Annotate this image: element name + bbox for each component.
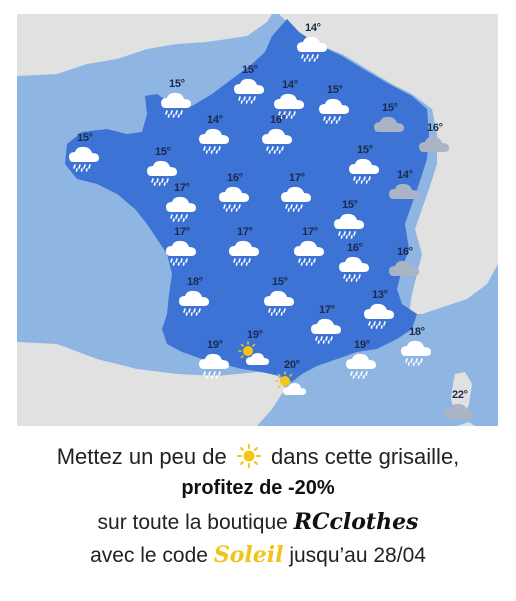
temperature-label: 15°	[357, 144, 373, 156]
caption-line-3	[0, 509, 516, 535]
temperature-label: 15°	[272, 276, 288, 288]
temperature-label: 17°	[289, 172, 305, 184]
temperature-label: 19°	[247, 329, 263, 341]
temperature-label: 15°	[342, 199, 358, 211]
temperature-label: 19°	[207, 339, 223, 351]
temperature-label: 17°	[302, 226, 318, 238]
temperature-label: 15°	[242, 64, 258, 76]
caption-date-text: jusqu’au 28/04	[289, 544, 426, 567]
temperature-label: 16°	[270, 114, 286, 126]
promo-code: Soleil	[213, 542, 284, 568]
caption-text-after: dans cette grisaille,	[270, 444, 460, 469]
temperature-label: 18°	[409, 326, 425, 338]
temperature-label: 17°	[237, 226, 253, 238]
weather-map	[17, 14, 498, 426]
brand-name: RCclothes	[293, 509, 419, 535]
temperature-label: 20°	[284, 359, 300, 371]
caption-text-before: Mettez un peu de	[56, 444, 227, 469]
caption-code-text: avec le code	[90, 544, 208, 567]
temperature-label: 17°	[319, 304, 335, 316]
temperature-label: 22°	[452, 389, 468, 401]
temperature-label: 13°	[372, 289, 388, 301]
temperature-label: 16°	[397, 246, 413, 258]
caption-promo: profitez de -20%	[181, 477, 335, 499]
temperature-label: 15°	[169, 78, 185, 90]
caption-line-4	[0, 542, 516, 568]
temperature-label: 14°	[207, 114, 223, 126]
temperature-label: 16°	[347, 242, 363, 254]
temperature-label: 16°	[227, 172, 243, 184]
temperature-label: 16°	[427, 122, 443, 134]
temperature-label: 14°	[305, 22, 321, 34]
temperature-label: 15°	[327, 84, 343, 96]
temperature-label: 17°	[174, 182, 190, 194]
temperature-label: 14°	[282, 79, 298, 91]
temperature-label: 15°	[77, 132, 93, 144]
temperature-label: 19°	[354, 339, 370, 351]
sun-icon	[237, 444, 261, 474]
temperature-label: 15°	[155, 146, 171, 158]
temperature-label: 15°	[382, 102, 398, 114]
england-land	[17, 14, 272, 76]
temperature-label: 17°	[174, 226, 190, 238]
temperature-label: 14°	[397, 169, 413, 181]
caption-shop-text: sur toute la boutique	[97, 511, 288, 534]
temperature-label: 18°	[187, 276, 203, 288]
caption-line-1	[0, 444, 516, 474]
